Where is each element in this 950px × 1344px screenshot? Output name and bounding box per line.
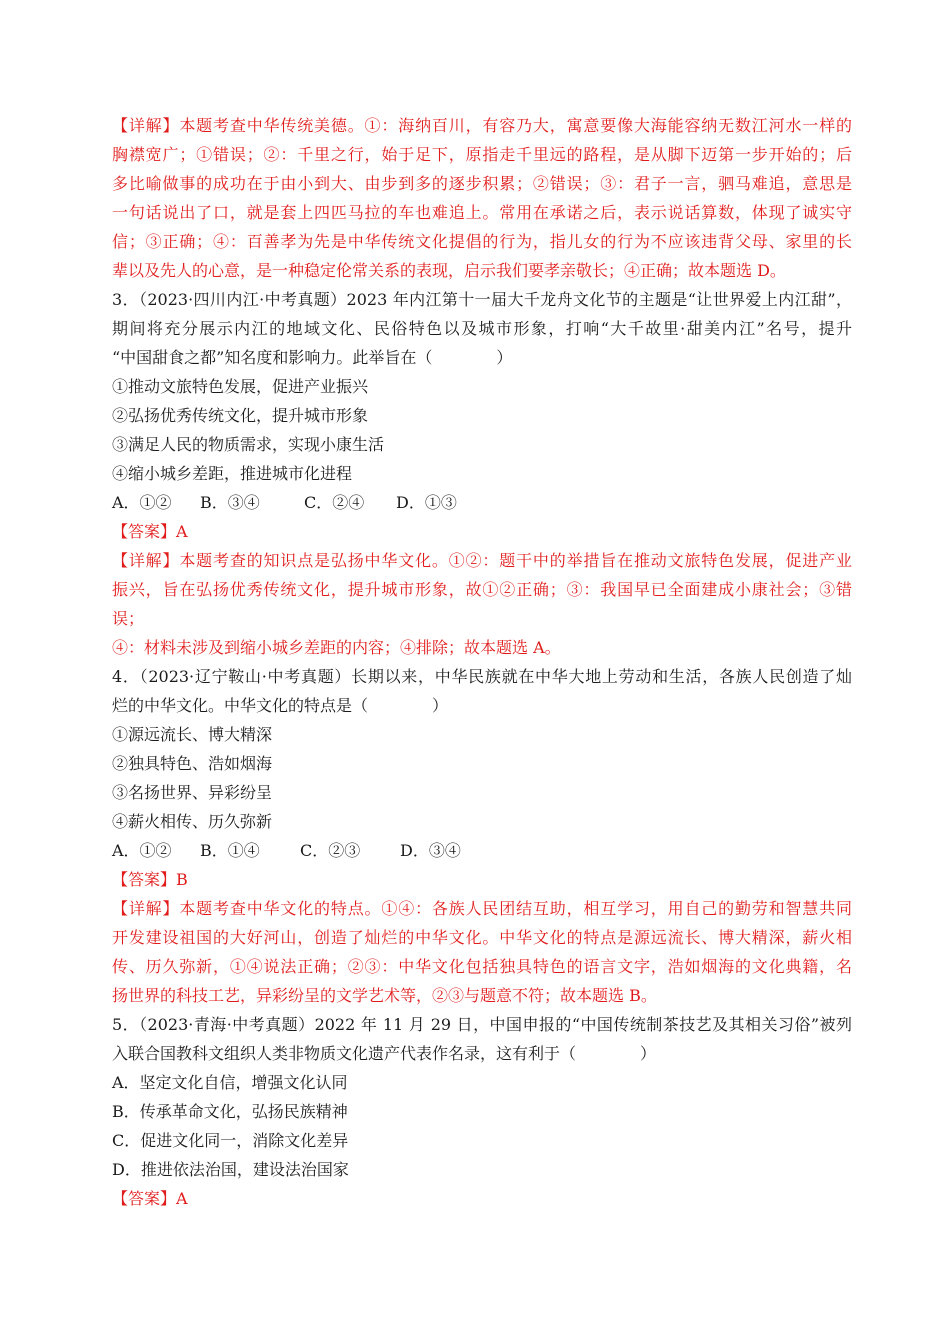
option-d: D．推进依法治国，建设法治国家 — [112, 1160, 349, 1179]
question-5 — [112, 1010, 852, 1213]
question-stem-line: 入联合国教科文组织人类非物质文化遗产代表作名录，这有利于（ ） — [112, 1044, 657, 1063]
statement-item: ③满足人民的物质需求，实现小康生活 — [112, 435, 385, 454]
answer-label: 【答案】B — [112, 870, 188, 889]
explain-line: 扬世界的科技工艺，异彩纷呈的文学艺术等，②③与题意不符；故本题选 B。 — [112, 986, 657, 1005]
option-b: B．①④ — [200, 841, 260, 860]
explain-line: 【详解】本题考查的知识点是弘扬中华文化。①②：题干中的举措旨在推动文旅特色发展，促进产业 — [112, 551, 852, 570]
answer-label: 【答案】A — [112, 1189, 188, 1208]
explain-line: 传、历久弥新，①④说法正确；②③：中华文化包括独具特色的语言文字，浩如烟海的文化典籍，名 — [112, 957, 852, 976]
option-b: B．传承革命文化，弘扬民族精神 — [112, 1102, 348, 1121]
explain-line: 振兴，旨在弘扬优秀传统文化，提升城市形象，故①②正确；③：我国早已全面建成小康社会；③错 — [112, 580, 852, 599]
statement-item: ④缩小城乡差距，推进城市化进程 — [112, 464, 353, 483]
question-stem-line: 烂的中华文化。中华文化的特点是（ ） — [112, 696, 449, 715]
option-a: A．①② — [112, 493, 172, 512]
answer-options — [112, 488, 852, 517]
answer-options — [112, 836, 852, 865]
question-3 — [112, 285, 852, 662]
question-stem-line: “中国甜食之都”知名度和影响力。此举旨在（ ） — [112, 348, 513, 367]
q2-explanation — [112, 111, 852, 285]
question-4 — [112, 662, 852, 1010]
explain-line: 误； — [112, 609, 145, 628]
explain-line: 【详解】本题考查中华文化的特点。①④：各族人民团结互助，相互学习，用自己的勤劳和智慧共同 — [112, 899, 852, 918]
statement-item: ③名扬世界、异彩纷呈 — [112, 783, 273, 802]
option-c: C．②④ — [304, 493, 365, 512]
option-a: A．坚定文化自信，增强文化认同 — [112, 1073, 348, 1092]
option-a: A．①② — [112, 841, 172, 860]
explain-line: ④：材料未涉及到缩小城乡差距的内容；④排除；故本题选 A。 — [112, 638, 561, 657]
question-stem-line: 3．（2023·四川内江·中考真题）2023 年内江第十一届大千龙舟文化节的主题是“让世界爱上内江甜”， — [112, 290, 852, 309]
question-stem-line: 期间将充分展示内江的地域文化、民俗特色以及城市形象，打响“大千故里·甜美内江”名号，提升 — [112, 319, 852, 338]
statement-item: ①源远流长、博大精深 — [112, 725, 273, 744]
explain-line: 开发建设祖国的大好河山，创造了灿烂的中华文化。中华文化的特点是源远流长、博大精深，薪火相 — [112, 928, 852, 947]
document-page — [112, 111, 852, 1213]
option-d: D．①③ — [396, 493, 457, 512]
option-b: B．③④ — [200, 493, 260, 512]
statement-item: ②独具特色、浩如烟海 — [112, 754, 273, 773]
explain-line: 辈以及先人的心意，是一种稳定伦常关系的表现，启示我们要孝亲敬长；④正确；故本题选 D。 — [112, 261, 786, 280]
explain-line: 信；③正确；④：百善孝为先是中华传统文化提倡的行为，指儿女的行为不应该违背父母、家里的长 — [112, 232, 852, 251]
explain-line: 多比喻做事的成功在于由小到大、由步到多的逐步积累；②错误；③：君子一言，驷马难追，意思是 — [112, 174, 852, 193]
answer-label: 【答案】A — [112, 522, 188, 541]
explain-line: 【详解】本题考查中华传统美德。①：海纳百川，有容乃大，寓意要像大海能容纳无数江河水一样的 — [112, 116, 852, 135]
question-stem-line: 5．（2023·青海·中考真题）2022 年 11 月 29 日，中国申报的“中国传统制茶技艺及其相关习俗”被列 — [112, 1015, 852, 1034]
option-c: C．促进文化同一，消除文化差异 — [112, 1131, 349, 1150]
statement-item: ①推动文旅特色发展，促进产业振兴 — [112, 377, 369, 396]
explain-line: 胸襟宽广；①错误；②：千里之行，始于足下，原指走千里远的路程，是从脚下迈第一步开始的；后 — [112, 145, 852, 164]
explain-line: 一句话说出了口，就是套上四匹马拉的车也难追上。常用在承诺之后，表示说话算数，体现了诚实守 — [112, 203, 852, 222]
statement-item: ④薪火相传、历久弥新 — [112, 812, 273, 831]
option-d: D．③④ — [400, 841, 461, 860]
question-stem-line: 4．（2023·辽宁鞍山·中考真题）长期以来，中华民族就在中华大地上劳动和生活，各族人民创造了灿 — [112, 667, 852, 686]
statement-item: ②弘扬优秀传统文化，提升城市形象 — [112, 406, 369, 425]
option-c: C．②③ — [300, 841, 361, 860]
